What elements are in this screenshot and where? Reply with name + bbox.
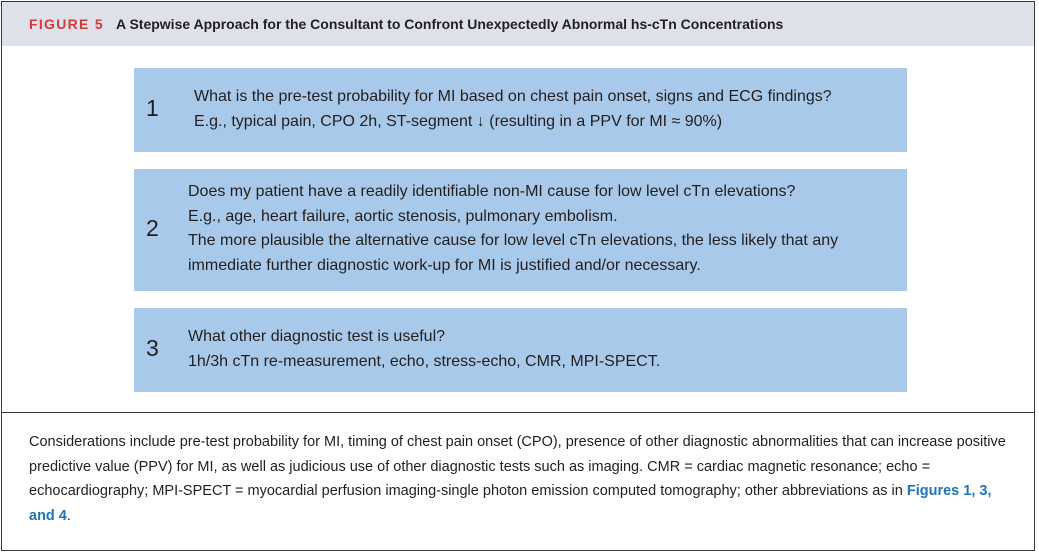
step-detail-2b: The more plausible the alternative cause for low level cTn elevations, the less likely that any — [188, 232, 839, 249]
step-number-1: 1 — [146, 95, 159, 121]
figure-label: FIGURE 5 — [29, 16, 104, 32]
step-text-2 — [188, 180, 897, 278]
step-detail-3: 1h/3h cTn re-measurement, echo, stress-echo, CMR, MPI-SPECT. — [188, 352, 661, 370]
step-box-1 — [134, 68, 907, 152]
step-text-3 — [188, 325, 897, 374]
step-text-1 — [194, 85, 897, 134]
step-number-3: 3 — [146, 335, 159, 361]
figure-header — [2, 2, 1034, 46]
step-question-1: What is the pre-test probability for MI based on chest pain onset, signs and ECG findings? — [194, 88, 832, 105]
figure-caption — [29, 430, 1014, 528]
step-detail-2c: immediate further diagnostic work-up for MI is justified and/or necessary. — [188, 256, 701, 274]
step-box-3 — [134, 308, 907, 392]
step-question-2: Does my patient have a readily identifiable non-MI cause for low level cTn elevations? — [188, 183, 796, 200]
figures-link[interactable]: Figures 1, 3, and 4 — [29, 483, 992, 524]
figure-title: A Stepwise Approach for the Consultant to Confront Unexpectedly Abnormal hs-cTn Concentrations — [115, 16, 784, 32]
step-question-3: What other diagnostic test is useful? — [188, 328, 446, 345]
caption-divider — [2, 412, 1034, 413]
caption-text: Considerations include pre-test probability for MI, timing of chest pain onset (CPO), presence of other diagnostic abnormalities that can increase positive predictive value (PPV) for MI, as well as judicious use of other diagnostic tests such as imaging. CMR = cardiac magnetic resonance; echo = echocardiography; MPI-SPECT = myocardial perfusion imaging-single photon emission computed tomography; other abbreviations as in — [29, 434, 1006, 499]
figure-frame — [1, 1, 1035, 551]
step-number-2: 2 — [146, 215, 159, 241]
caption-end: . — [66, 507, 71, 524]
step-detail-2a: E.g., age, heart failure, aortic stenosis, pulmonary embolism. — [188, 207, 618, 225]
step-detail-1: E.g., typical pain, CPO 2h, ST-segment ↓ (resulting in a PPV for MI ≈ 90%) — [194, 112, 723, 130]
step-box-2 — [134, 169, 907, 291]
